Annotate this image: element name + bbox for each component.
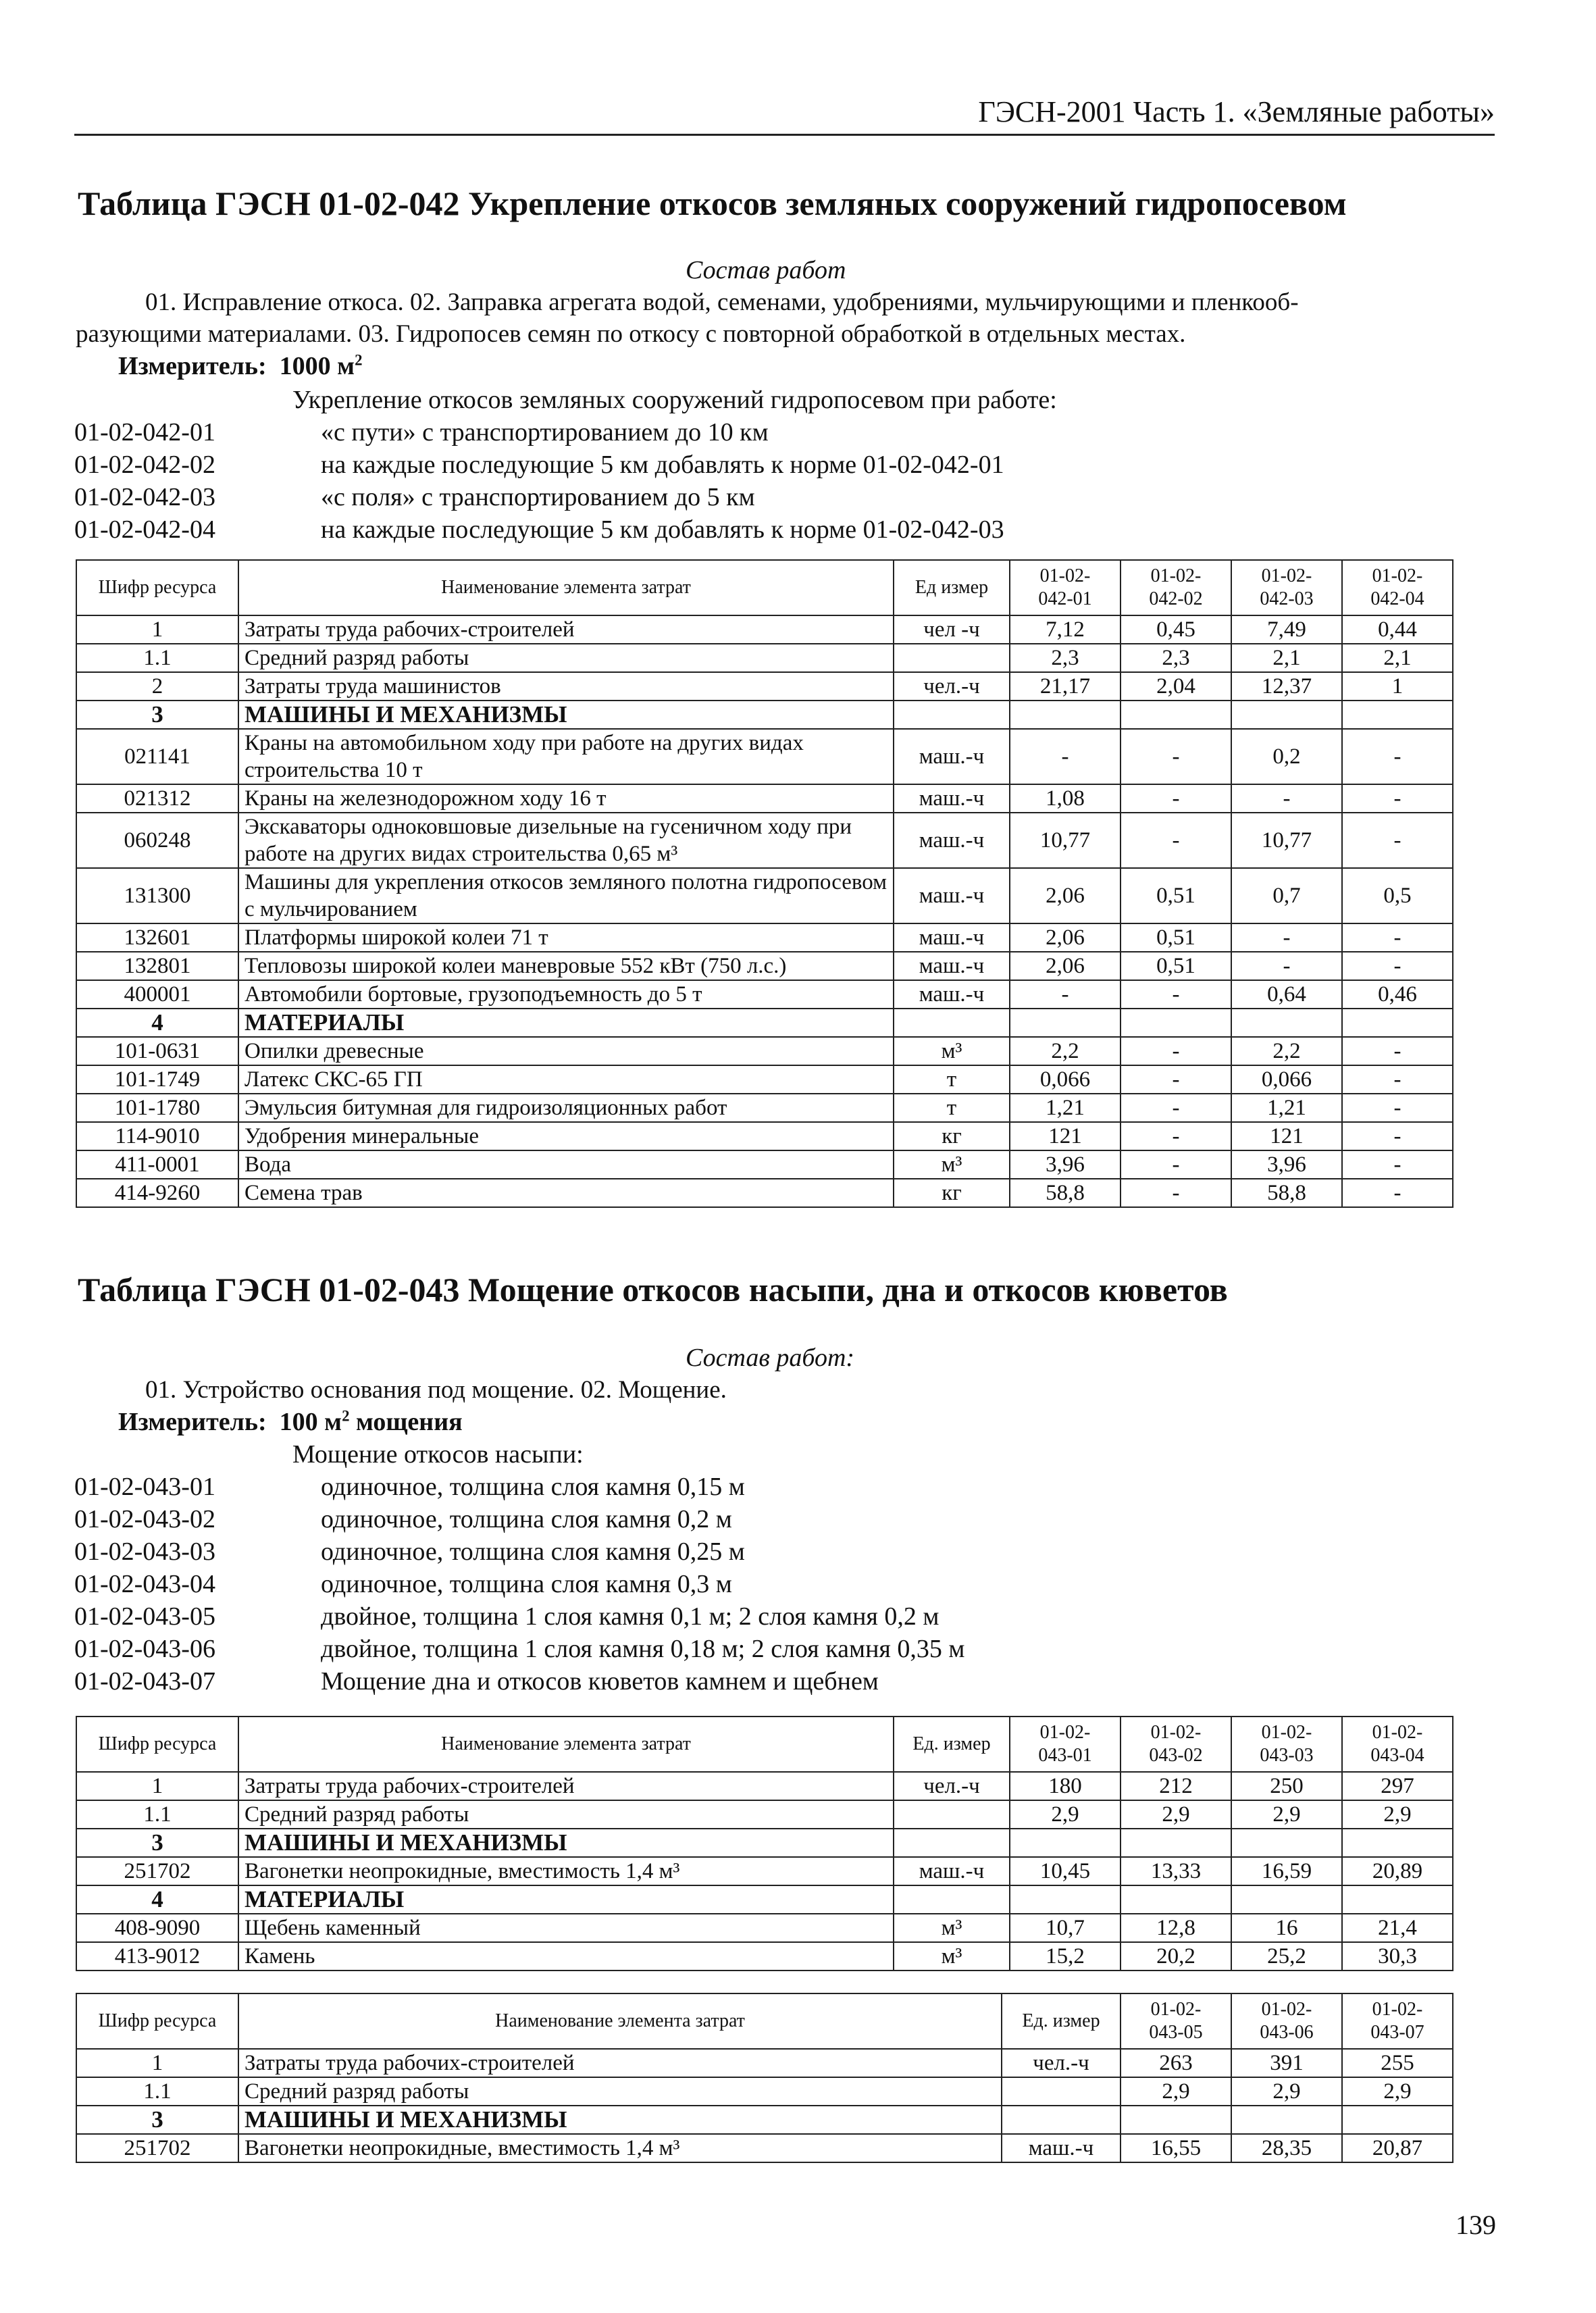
resource-unit: м³ [894,1037,1010,1065]
resource-name: Семена трав [238,1179,894,1207]
table-row [76,1914,1453,1942]
norm-value: 0,51 [1121,952,1231,980]
norm-value: - [1342,729,1453,784]
norm-value: 2,9 [1121,1800,1231,1829]
col-norm-5: 01-02- 043-05 [1121,1993,1231,2049]
resource-unit: маш.-ч [894,980,1010,1009]
norm-value: 20,89 [1342,1857,1453,1885]
norm-description: одиночное, толщина слоя камня 0,3 м [321,1570,732,1598]
norm-description: на каждые последующие 5 км добавлять к норме 01-02-042-03 [321,515,1004,544]
table-header-row [76,560,1453,615]
norm-code: 01-02-042-04 [74,515,215,544]
table-row [76,868,1453,923]
norm-value: - [1231,784,1342,813]
norm-value: 391 [1231,2049,1342,2077]
col-unit: Ед. измер [894,1717,1010,1772]
norm-value: 1 [1342,672,1453,701]
col-norm-4: 01-02- 042-04 [1342,560,1453,615]
norm-description: одиночное, толщина слоя камня 0,15 м [321,1473,745,1501]
resource-unit: т [894,1094,1010,1122]
table-row [76,2134,1453,2162]
resource-unit: маш.-ч [894,1857,1010,1885]
resource-unit: маш.-ч [894,813,1010,868]
norm-value: 0,51 [1121,923,1231,952]
norm-value: - [1342,952,1453,980]
table-042-works-line2: разующими материалами. 03. Гидропосев семян по откосу с повторной обработкой в отдельных местах. [76,320,1186,348]
norm-value: 3,96 [1231,1150,1342,1179]
resource-code: 413-9012 [76,1942,238,1971]
resource-unit: м³ [894,1914,1010,1942]
measure-suffix: мощения [349,1408,463,1436]
norm-value: 0,45 [1121,615,1231,644]
resource-code: 1 [76,615,238,644]
table-042-title: Таблица ГЭСН 01-02-042 Укрепление откосов земляных сооружений гидропосевом [78,184,1347,222]
resource-name: Тепловозы широкой колеи маневровые 552 кВт (750 л.с.) [238,952,894,980]
norm-value: 1,21 [1231,1094,1342,1122]
resource-code: 3 [76,701,238,729]
resource-code: 101-1749 [76,1065,238,1094]
norm-value: 0,64 [1231,980,1342,1009]
norm-value: 121 [1231,1122,1342,1150]
col-norm-1: 01-02- 042-01 [1010,560,1121,615]
resource-code: 4 [76,1009,238,1037]
table-row [76,644,1453,672]
norm-code: 01-02-042-03 [74,483,215,511]
norm-value [1342,1885,1453,1914]
resource-unit [1002,2077,1121,2106]
measure-label: Измеритель: [118,352,267,380]
table-043-resources-b [76,1993,1453,2163]
norm-value [1342,701,1453,729]
resource-unit: чел.-ч [1002,2049,1121,2077]
resource-name: Затраты труда рабочих-строителей [238,615,894,644]
resource-name: МАТЕРИАЛЫ [238,1009,894,1037]
resource-unit: чел -ч [894,615,1010,644]
table-row [76,923,1453,952]
norm-description: «с поля» с транспортированием до 5 км [321,483,755,511]
norm-value: 2,2 [1010,1037,1121,1065]
resource-unit: м³ [894,1942,1010,1971]
resource-name: МАШИНЫ И МЕХАНИЗМЫ [238,2106,1002,2134]
resource-unit: маш.-ч [894,952,1010,980]
resource-name: Вагонетки неопрокидные, вместимость 1,4 м³ [238,1857,894,1885]
norm-value: 58,8 [1010,1179,1121,1207]
table-row [76,1065,1453,1094]
norm-value [1010,1885,1121,1914]
norm-value: 15,2 [1010,1942,1121,1971]
resource-unit: маш.-ч [1002,2134,1121,2162]
norm-description: на каждые последующие 5 км добавлять к норме 01-02-042-01 [321,451,1004,479]
norm-value: 2,9 [1342,1800,1453,1829]
table-row [76,1800,1453,1829]
norm-value: - [1121,813,1231,868]
table-row [76,1772,1453,1800]
resource-name: Краны на автомобильном ходу при работе на других видах строительства 10 т [238,729,894,784]
resource-unit: маш.-ч [894,868,1010,923]
col-norm-2: 01-02- 042-02 [1121,560,1231,615]
table-043-works-line1: 01. Устройство основания под мощение. 02. Мощение. [145,1376,727,1404]
norm-value: 16 [1231,1914,1342,1942]
col-name: Наименование элемента затрат [238,560,894,615]
norm-value: - [1342,1065,1453,1094]
norm-value [1231,1885,1342,1914]
resource-name: МАШИНЫ И МЕХАНИЗМЫ [238,701,894,729]
table-row [76,784,1453,813]
resource-code: 251702 [76,2134,238,2162]
section-row [76,701,1453,729]
norm-value: 2,06 [1010,923,1121,952]
norm-value: 12,8 [1121,1914,1231,1942]
norm-code: 01-02-043-07 [74,1667,215,1696]
norm-value: 10,77 [1231,813,1342,868]
norm-value: 297 [1342,1772,1453,1800]
norm-value: 2,04 [1121,672,1231,701]
header-rule [74,134,1495,136]
section-row [76,2106,1453,2134]
resource-name: Удобрения минеральные [238,1122,894,1150]
col-code: Шифр ресурса [76,560,238,615]
norm-value: - [1342,784,1453,813]
norm-value: - [1342,1037,1453,1065]
norm-value [1121,1885,1231,1914]
resource-name: Краны на железнодорожном ходу 16 т [238,784,894,813]
measure-label: Измеритель: [118,1408,267,1436]
resource-unit: маш.-ч [894,784,1010,813]
section-row [76,1885,1453,1914]
norm-value: - [1121,1037,1231,1065]
norm-value [1010,1009,1121,1037]
norm-description: «с пути» с транспортированием до 10 км [321,418,769,447]
norm-value [1342,2106,1453,2134]
resource-unit [894,701,1010,729]
norm-value: 121 [1010,1122,1121,1150]
measure-exponent: 2 [355,351,363,369]
resource-name: Эмульсия битумная для гидроизоляционных работ [238,1094,894,1122]
resource-name: Щебень каменный [238,1914,894,1942]
resource-code: 1.1 [76,2077,238,2106]
norm-value: 2,9 [1010,1800,1121,1829]
norm-value: 0,46 [1342,980,1453,1009]
resource-unit: кг [894,1122,1010,1150]
table-043-title: Таблица ГЭСН 01-02-043 Мощение откосов насыпи, дна и откосов кюветов [78,1271,1228,1308]
section-row [76,1829,1453,1857]
norm-value: 0,44 [1342,615,1453,644]
norm-value: - [1342,1094,1453,1122]
norm-value [1121,1829,1231,1857]
norm-value: - [1010,729,1121,784]
norm-value: - [1121,1122,1231,1150]
resource-name: Затраты труда рабочих-строителей [238,2049,1002,2077]
norm-value: - [1342,1150,1453,1179]
norm-value: - [1121,784,1231,813]
table-header-row [76,1717,1453,1772]
table-042-works-heading: Состав работ [686,256,846,284]
norm-value: 16,55 [1121,2134,1231,2162]
resource-name: Экскаваторы одноковшовые дизельные на гусеничном ходу при работе на других видах строительства 0,65 м³ [238,813,894,868]
col-norm-3: 01-02- 042-03 [1231,560,1342,615]
norm-value: 2,1 [1342,644,1453,672]
norm-value: 20,87 [1342,2134,1453,2162]
norm-value: 2,9 [1342,2077,1453,2106]
norm-value: 21,17 [1010,672,1121,701]
col-norm-1: 01-02- 043-01 [1010,1717,1121,1772]
col-name: Наименование элемента затрат [238,1993,1002,2049]
norm-value [1231,2106,1342,2134]
resource-code: 3 [76,1829,238,1857]
norm-value: 16,59 [1231,1857,1342,1885]
table-042-intro: Укрепление откосов земляных сооружений гидропосевом при работе: [292,386,1057,414]
col-norm-7: 01-02- 043-07 [1342,1993,1453,2049]
resource-name: Машины для укрепления откосов земляного полотна гидропосевом с мульчированием [238,868,894,923]
norm-code: 01-02-043-06 [74,1635,215,1663]
table-row [76,952,1453,980]
table-042-resources [76,559,1453,1208]
resource-code: 2 [76,672,238,701]
resource-unit: чел.-ч [894,1772,1010,1800]
norm-value: 25,2 [1231,1942,1342,1971]
col-code: Шифр ресурса [76,1717,238,1772]
table-043-works-heading: Состав работ: [686,1344,855,1372]
resource-name: Вода [238,1150,894,1179]
norm-value: 0,066 [1231,1065,1342,1094]
table-row [76,672,1453,701]
norm-value: - [1342,1122,1453,1150]
resource-code: 4 [76,1885,238,1914]
norm-value: 7,49 [1231,615,1342,644]
norm-value [1010,701,1121,729]
table-042-works-line1: 01. Исправление откоса. 02. Заправка агрегата водой, семенами, удобрениями, мульчирующими и пленкооб- [145,288,1299,316]
table-row [76,2077,1453,2106]
norm-value: 12,37 [1231,672,1342,701]
resource-unit: кг [894,1179,1010,1207]
norm-code: 01-02-043-03 [74,1537,215,1566]
table-row [76,1857,1453,1885]
resource-name: Средний разряд работы [238,1800,894,1829]
norm-code: 01-02-043-04 [74,1570,215,1598]
norm-value: 2,3 [1121,644,1231,672]
measure-value: 1000 м [279,352,355,380]
resource-code: 101-0631 [76,1037,238,1065]
norm-value [1231,1829,1342,1857]
table-row [76,729,1453,784]
resource-unit [894,1829,1010,1857]
norm-value: 28,35 [1231,2134,1342,2162]
norm-value: 21,4 [1342,1914,1453,1942]
resource-code: 408-9090 [76,1914,238,1942]
table-row [76,1037,1453,1065]
resource-unit: чел.-ч [894,672,1010,701]
resource-unit [894,1009,1010,1037]
col-unit: Ед измер [894,560,1010,615]
resource-unit [1002,2106,1121,2134]
resource-code: 132801 [76,952,238,980]
resource-code: 400001 [76,980,238,1009]
norm-value: - [1231,923,1342,952]
resource-name: Затраты труда машинистов [238,672,894,701]
resource-name: МАШИНЫ И МЕХАНИЗМЫ [238,1829,894,1857]
table-row [76,615,1453,644]
resource-name: Камень [238,1942,894,1971]
norm-value: 0,51 [1121,868,1231,923]
norm-code: 01-02-042-02 [74,451,215,479]
norm-value: 0,5 [1342,868,1453,923]
norm-value: - [1121,1094,1231,1122]
norm-description: одиночное, толщина слоя камня 0,2 м [321,1505,732,1533]
norm-value: 10,7 [1010,1914,1121,1942]
norm-value: 30,3 [1342,1942,1453,1971]
col-code: Шифр ресурса [76,1993,238,2049]
table-row [76,2049,1453,2077]
resource-code: 131300 [76,868,238,923]
norm-value: 250 [1231,1772,1342,1800]
norm-value: 2,9 [1231,1800,1342,1829]
resource-unit: маш.-ч [894,729,1010,784]
resource-code: 251702 [76,1857,238,1885]
norm-value: - [1231,952,1342,980]
table-header-row [76,1993,1453,2049]
resource-name: Средний разряд работы [238,2077,1002,2106]
table-row [76,1179,1453,1207]
norm-value: 1,21 [1010,1094,1121,1122]
norm-value [1342,1829,1453,1857]
table-043-measure [118,1407,463,1437]
table-row [76,980,1453,1009]
resource-code: 414-9260 [76,1179,238,1207]
norm-value: 7,12 [1010,615,1121,644]
norm-value: - [1121,980,1231,1009]
resource-unit [894,644,1010,672]
resource-code: 1 [76,2049,238,2077]
norm-value: 10,77 [1010,813,1121,868]
resource-code: 411-0001 [76,1150,238,1179]
running-header: ГЭСН-2001 Часть 1. «Земляные работы» [978,95,1495,128]
resource-unit [894,1800,1010,1829]
resource-code: 021312 [76,784,238,813]
resource-unit: м³ [894,1150,1010,1179]
table-043-resources-a [76,1716,1453,1971]
norm-value: 2,06 [1010,952,1121,980]
norm-value: 2,9 [1121,2077,1231,2106]
norm-value: 2,3 [1010,644,1121,672]
resource-name: МАТЕРИАЛЫ [238,1885,894,1914]
table-row [76,1942,1453,1971]
norm-code: 01-02-043-05 [74,1602,215,1631]
resource-unit [894,1885,1010,1914]
resource-name: Платформы широкой колеи 71 т [238,923,894,952]
resource-name: Затраты труда рабочих-строителей [238,1772,894,1800]
norm-value: - [1010,980,1121,1009]
resource-name: Средний разряд работы [238,644,894,672]
norm-value [1342,1009,1453,1037]
norm-value: 255 [1342,2049,1453,2077]
norm-value: 20,2 [1121,1942,1231,1971]
table-row [76,1094,1453,1122]
norm-value [1121,701,1231,729]
resource-name: Опилки древесные [238,1037,894,1065]
norm-code: 01-02-043-02 [74,1505,215,1533]
resource-code: 1.1 [76,1800,238,1829]
resource-name: Вагонетки неопрокидные, вместимость 1,4 м³ [238,2134,1002,2162]
resource-code: 1.1 [76,644,238,672]
col-name: Наименование элемента затрат [238,1717,894,1772]
norm-value: 58,8 [1231,1179,1342,1207]
col-unit: Ед. измер [1002,1993,1121,2049]
table-row [76,813,1453,868]
section-row [76,1009,1453,1037]
norm-value: 2,06 [1010,868,1121,923]
resource-name: Автомобили бортовые, грузоподъемность до 5 т [238,980,894,1009]
norm-value: 2,9 [1231,2077,1342,2106]
col-norm-2: 01-02- 043-02 [1121,1717,1231,1772]
resource-name: Латекс СКС-65 ГП [238,1065,894,1094]
resource-code: 021141 [76,729,238,784]
norm-description: двойное, толщина 1 слоя камня 0,18 м; 2 слоя камня 0,35 м [321,1635,965,1663]
measure-exponent: 2 [342,1407,350,1425]
norm-value: 2,1 [1231,644,1342,672]
page-number: 139 [1456,2210,1496,2240]
norm-value [1231,1009,1342,1037]
norm-value [1121,2106,1231,2134]
resource-code: 114-9010 [76,1122,238,1150]
norm-value: - [1121,1150,1231,1179]
norm-value: 0,066 [1010,1065,1121,1094]
norm-value: - [1121,729,1231,784]
norm-description: двойное, толщина 1 слоя камня 0,1 м; 2 слоя камня 0,2 м [321,1602,939,1631]
norm-value: - [1342,923,1453,952]
col-norm-3: 01-02- 043-03 [1231,1717,1342,1772]
norm-description: Мощение дна и откосов кюветов камнем и щебнем [321,1667,879,1696]
norm-description: одиночное, толщина слоя камня 0,25 м [321,1537,745,1566]
norm-value: 1,08 [1010,784,1121,813]
norm-value: - [1121,1065,1231,1094]
norm-value: 0,7 [1231,868,1342,923]
table-042-measure [118,351,362,381]
resource-unit: т [894,1065,1010,1094]
norm-value: 13,33 [1121,1857,1231,1885]
norm-code: 01-02-043-01 [74,1473,215,1501]
resource-code: 132601 [76,923,238,952]
norm-value: 0,2 [1231,729,1342,784]
resource-unit: маш.-ч [894,923,1010,952]
norm-value: 10,45 [1010,1857,1121,1885]
resource-code: 1 [76,1772,238,1800]
resource-code: 060248 [76,813,238,868]
norm-value: 180 [1010,1772,1121,1800]
table-row [76,1150,1453,1179]
norm-value: 212 [1121,1772,1231,1800]
col-norm-6: 01-02- 043-06 [1231,1993,1342,2049]
norm-value [1010,1829,1121,1857]
measure-value: 100 м [279,1408,342,1436]
col-norm-4: 01-02- 043-04 [1342,1717,1453,1772]
norm-value: 3,96 [1010,1150,1121,1179]
norm-value: 263 [1121,2049,1231,2077]
resource-code: 101-1780 [76,1094,238,1122]
table-row [76,1122,1453,1150]
norm-value [1121,1009,1231,1037]
norm-value: - [1121,1179,1231,1207]
norm-code: 01-02-042-01 [74,418,215,447]
norm-value: - [1342,813,1453,868]
resource-code: 3 [76,2106,238,2134]
table-043-intro: Мощение откосов насыпи: [292,1440,584,1469]
norm-value [1231,701,1342,729]
norm-value: - [1342,1179,1453,1207]
norm-value: 2,2 [1231,1037,1342,1065]
